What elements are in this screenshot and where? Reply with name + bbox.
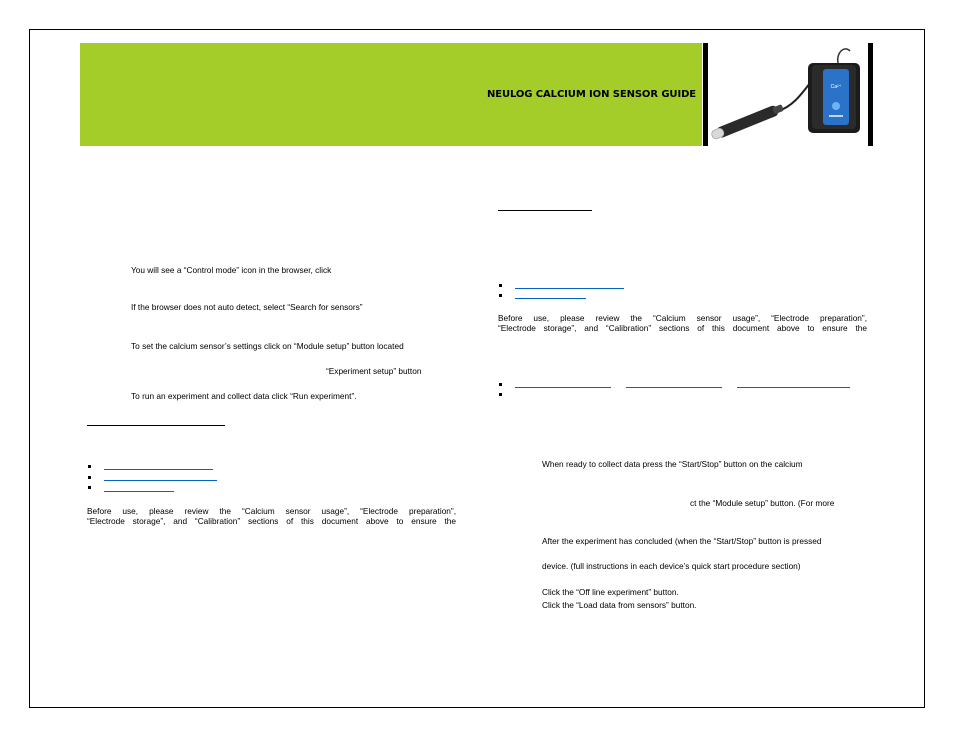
right-bullet-2 xyxy=(499,294,502,297)
right-instruction-2: ct the “Module setup” button. (For more xyxy=(690,498,835,508)
product-photo xyxy=(708,43,868,146)
left-bullet-1 xyxy=(88,465,91,468)
left-instruction-2: If the browser does not auto detect, select “Search for sensors” xyxy=(131,302,363,312)
right-section-heading-underline xyxy=(498,210,592,211)
left-instruction-3: To set the calcium sensor’s settings click on “Module setup” button located xyxy=(131,341,404,351)
right-link-3[interactable] xyxy=(515,387,611,388)
left-instruction-4: “Experiment setup” button xyxy=(326,366,422,376)
right-link-5[interactable] xyxy=(737,387,850,388)
left-bullet-3 xyxy=(88,486,91,489)
right-instruction-5: Click the “Off line experiment” button. xyxy=(542,587,679,597)
right-instruction-4: device. (full instructions in each device’s quick start procedure section) xyxy=(542,561,801,571)
right-bullet-4 xyxy=(499,393,502,396)
left-section-heading-underline xyxy=(87,425,225,426)
right-bullet-1 xyxy=(499,284,502,287)
left-bullet-2 xyxy=(88,476,91,479)
right-bullet-3 xyxy=(499,383,502,386)
right-instruction-1: When ready to collect data press the “Start/Stop” button on the calcium xyxy=(542,459,803,469)
left-review-line-2: “Electrode storage”, and “Calibration” sections of this document above to ensure the xyxy=(87,516,456,526)
right-link-4[interactable] xyxy=(626,387,722,388)
left-instruction-5: To run an experiment and collect data click “Run experiment”. xyxy=(131,391,357,401)
right-link-1[interactable] xyxy=(515,288,624,289)
right-link-2[interactable] xyxy=(515,298,586,299)
right-instruction-3: After the experiment has concluded (when the “Start/Stop” button is pressed xyxy=(542,536,822,546)
left-link-2[interactable] xyxy=(104,480,217,481)
right-review-line-1: Before use, please review the “Calcium sensor usage”, “Electrode preparation”, xyxy=(498,313,867,323)
right-review-line-2: “Electrode storage”, and “Calibration” sections of this document above to ensure the xyxy=(498,323,867,333)
guide-title: NEULOG CALCIUM ION SENSOR GUIDE xyxy=(486,89,696,100)
right-instruction-6: Click the “Load data from sensors” button. xyxy=(542,600,697,610)
left-review-line-1: Before use, please review the “Calcium sensor usage”, “Electrode preparation”, xyxy=(87,506,456,516)
left-link-1[interactable] xyxy=(104,469,213,470)
device-label: Ca²⁺ xyxy=(830,84,842,90)
left-instruction-1: You will see a “Control mode” icon in the browser, click xyxy=(131,265,332,275)
left-link-3[interactable] xyxy=(104,491,174,492)
banner-divider-right xyxy=(868,43,873,146)
calcium-sensor-image xyxy=(708,43,868,146)
header-banner xyxy=(80,43,702,146)
